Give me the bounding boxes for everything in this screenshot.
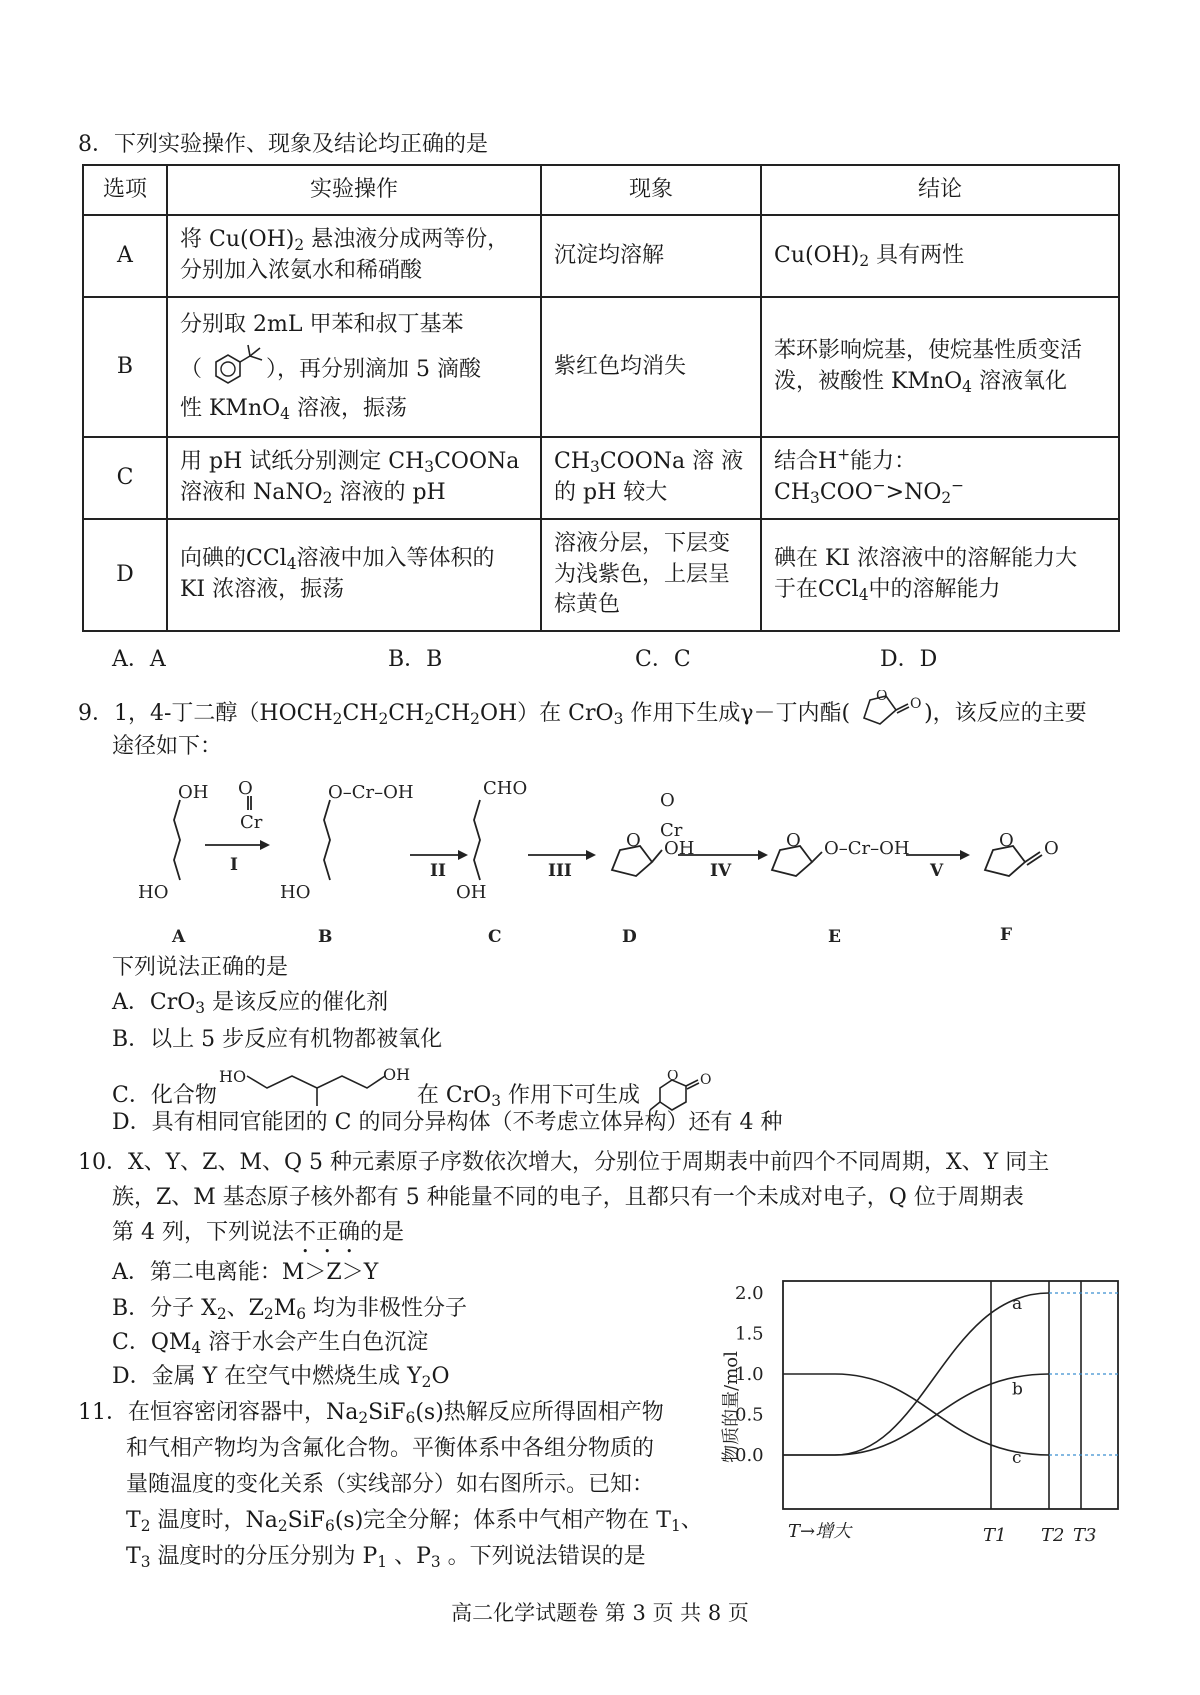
q10-stem-line1: 10．X、Y、Z、M、Q 5 种元素原子序数依次增大，分别位于周期表中前四个不同周期，X、Y 同主	[78, 1150, 1050, 1175]
q8-choice-c: C．C	[635, 647, 691, 672]
compound-label-c: C	[488, 927, 502, 947]
q10-stem-line2: 族，Z、M 基态原子核外都有 5 种能量不同的电子，且都只有一个未成对电子，Q 位于周期表	[112, 1185, 1024, 1210]
q10-option-a: A．第二电离能：M＞Z＞Y	[112, 1260, 379, 1285]
row-b-conclusion: 苯环影响烷基，使烷基性质变活 泼，被酸性 KMnO$_4$ 溶液氧化	[761, 297, 1119, 437]
step-label-1: I	[230, 855, 238, 875]
reaction-scheme	[100, 770, 1120, 950]
series-label-a: a	[1012, 1294, 1023, 1315]
svg-text:O: O	[876, 690, 888, 704]
q8-choice-d: D．D	[880, 647, 938, 672]
q11-stem-line2: 和气相产物均为含氟化合物。平衡体系中各组分物质的	[126, 1436, 655, 1461]
table-row-b	[83, 297, 1119, 437]
b-ho-label: HO	[280, 882, 311, 903]
d-oh-label: OH	[664, 838, 695, 859]
table-header-row	[83, 165, 1119, 215]
q8-choice-b: B．B	[388, 647, 443, 672]
row-d-operation: 向碘的CCl$_4$溶液中加入等体积的 KI 浓溶液，振荡	[167, 519, 541, 631]
row-a-operation: 将 $Cu(OH)_2$ 悬浊液分成两等份， 分别加入浓氨水和稀硝酸	[167, 215, 541, 297]
table-row-a	[83, 215, 1119, 297]
c-cho-label: CHO	[483, 778, 528, 799]
f-ring-o-label: O	[999, 830, 1014, 851]
row-c-operation: 用 pH 试纸分别测定 $CH_3COONa$ 溶液和 NaNO$_2$ 溶液的 pH	[167, 437, 541, 519]
b-ester-label: O–Cr–OH	[328, 782, 414, 803]
q8-table	[82, 164, 1120, 632]
compound-label-a: A	[172, 927, 186, 947]
compound-label-e: E	[828, 927, 841, 947]
q9-prompt: 下列说法正确的是	[112, 955, 289, 980]
q10-option-d: D．金属 Y 在空气中燃烧生成 $Y_2O$	[112, 1364, 450, 1391]
e-ester-label: O–Cr–OH	[824, 838, 910, 859]
row-b-operation: 分别取 2mL 甲苯和叔丁基苯 （ ），再分别滴加 5 滴酸 性 KMnO$_4$ 溶液，振荡	[167, 297, 541, 437]
series-label-b: b	[1012, 1379, 1023, 1400]
series-label-c: c	[1012, 1448, 1022, 1468]
cro3-cr-label-2: Cr	[660, 820, 683, 841]
row-c-conclusion: 结合H+能力：$CH_3COO^->NO_2^-$	[761, 437, 1119, 519]
row-label: D	[83, 519, 167, 631]
row-b-phenomenon: 紫红色均消失	[541, 297, 761, 437]
row-a-phenomenon: 沉淀均溶解	[541, 215, 761, 297]
svg-text:HO: HO	[218, 1068, 246, 1086]
e-ring-o-label: O	[786, 830, 801, 851]
svg-text:O: O	[910, 696, 922, 712]
q9-option-c: C．化合物 HO OH 在 CrO$_3$ 作用下可生成 O O	[112, 1068, 720, 1120]
equilibrium-chart	[715, 1265, 1125, 1555]
series-line-b	[783, 1374, 1049, 1455]
y-axis-label: 物质的量/mol	[721, 1351, 742, 1463]
row-d-phenomenon: 溶液分层，下层变 为浅紫色，上层呈 棕黄色	[541, 519, 761, 631]
cro3-o-label-2: O	[660, 790, 675, 811]
q9-option-d: D．具有相同官能团的 C 的同分异构体（不考虑立体异构）还有 4 种	[112, 1110, 783, 1135]
step-label-5: V	[930, 861, 944, 881]
y-tick-label: 1.0	[735, 1364, 764, 1385]
y-tick-label: 2.0	[735, 1283, 764, 1304]
row-d-conclusion: 碘在 KI 浓溶液中的溶解能力大 于在CCl$_4$中的溶解能力	[761, 519, 1119, 631]
svg-text:OH: OH	[382, 1068, 410, 1084]
header-option: 选项	[83, 165, 167, 215]
header-phenomenon: 现象	[541, 165, 761, 215]
row-label: B	[83, 297, 167, 437]
q10-option-c: C．$QM_4$ 溶于水会产生白色沉淀	[112, 1330, 429, 1357]
x-axis-label: T→增大	[788, 1521, 852, 1542]
q9-option-a: A．CrO$_3$ 是该反应的催化剂	[112, 990, 389, 1017]
q11-stem-line5: $T_3$ 温度时的分压分别为 $P_1$ 、$P_3$ 。下列说法错误的是	[126, 1544, 646, 1571]
row-a-conclusion: $Cu(OH)_2$ 具有两性	[761, 215, 1119, 297]
y-tick-label: 0.0	[735, 1445, 764, 1466]
c-oh-label: OH	[456, 882, 487, 903]
page-footer: 高二化学试题卷 第 3 页 共 8 页	[451, 1601, 749, 1625]
cro3-o-label: O	[238, 778, 253, 799]
step-label-4: IV	[710, 861, 732, 881]
a-ho-label: HO	[138, 882, 169, 903]
a-oh-label: OH	[178, 782, 209, 803]
svg-text:O: O	[667, 1070, 679, 1084]
table-row-d	[83, 519, 1119, 631]
y-tick-label: 0.5	[735, 1404, 764, 1426]
q11-stem-line3: 量随温度的变化关系（实线部分）如右图所示。已知：	[126, 1472, 655, 1497]
row-c-phenomenon: $CH_3COONa$ 溶 液 的 pH 较大	[541, 437, 761, 519]
q9-stem-line2: 途径如下：	[112, 734, 223, 759]
q9-option-b: B．以上 5 步反应有机物都被氧化	[112, 1027, 443, 1052]
d-ring-o-label: O	[626, 830, 641, 851]
methyl-pentanediol-structure	[217, 1068, 417, 1108]
q9-stem-line1: 9．1，4-丁二醇$(HOCH_2CH_2CH_2CH_2OH)$在 CrO$_3$ 作用下生成γ－丁内酯( O O )，该反应的主要	[78, 690, 1087, 730]
q8-choice-a: A．A	[112, 647, 166, 672]
q8-stem: 8．下列实验操作、现象及结论均正确的是	[78, 132, 488, 157]
q11-stem-line1: 11．在恒容密闭容器中，$Na_2SiF_6(s)$热解反应所得固相产物	[78, 1400, 664, 1427]
series-line-c	[783, 1374, 1049, 1455]
compound-label-d: D	[622, 927, 637, 947]
q10-option-b: B．分子 $X_2$、$Z_2M_6$ 均为非极性分子	[112, 1296, 468, 1323]
q10-stem-line3: 第 4 列，下列说法不正确的是	[112, 1220, 405, 1245]
table-row-c	[83, 437, 1119, 519]
tert-butylbenzene-structure	[202, 344, 266, 388]
f-carbonyl-o-label: O	[1044, 838, 1059, 859]
x-mark-t2: T2	[1041, 1525, 1065, 1546]
compound-label-b: B	[318, 927, 333, 947]
x-mark-t3: T3	[1073, 1525, 1097, 1546]
step-label-2: II	[430, 861, 446, 881]
y-tick-label: 1.5	[735, 1323, 764, 1345]
header-operation: 实验操作	[167, 165, 541, 215]
row-label: C	[83, 437, 167, 519]
x-mark-t1: T1	[983, 1525, 1007, 1546]
step-label-3: III	[548, 861, 572, 881]
compound-label-f: F	[1000, 925, 1013, 945]
gamma-butyrolactone-structure	[850, 690, 924, 730]
header-conclusion: 结论	[761, 165, 1119, 215]
svg-text:O: O	[700, 1072, 712, 1088]
chart-frame	[783, 1281, 1118, 1509]
row-label: A	[83, 215, 167, 297]
cro3-cr-label: Cr	[240, 812, 263, 833]
q11-stem-line4: $T_2$ 温度时，$Na_2SiF_6(s)$完全分解；体系中气相产物在 $T_1$、	[126, 1508, 703, 1535]
